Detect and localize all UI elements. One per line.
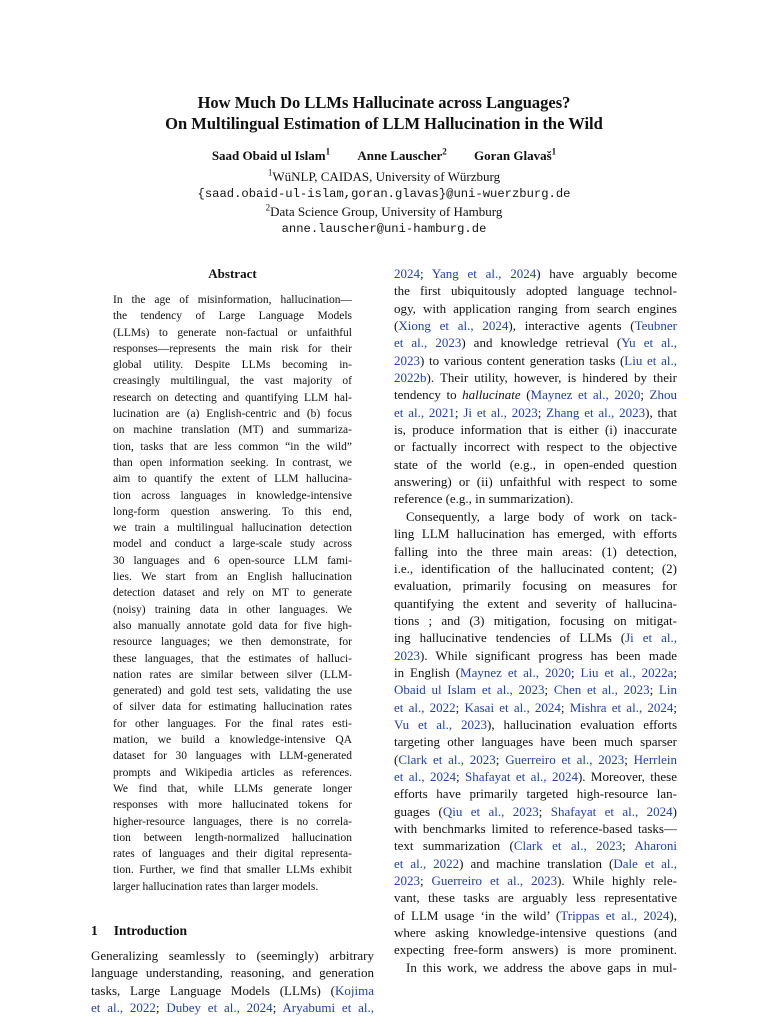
text-span: ) and knowledge retrieval ( xyxy=(461,335,622,351)
text-span: ; xyxy=(649,682,659,698)
text-line xyxy=(394,577,677,594)
text-span: quantifying the extent and severity of hallucina- xyxy=(394,595,677,611)
abstract-line: of silver data for estimating hallucination rates xyxy=(113,701,352,714)
text-span: ; xyxy=(455,699,465,715)
left-column xyxy=(91,266,374,1016)
text-span: ( xyxy=(394,751,399,767)
text-span: Consequently, a large body of work on tack- xyxy=(406,508,677,524)
abstract-line: (LLMs) to generate non-factual or unfaithful xyxy=(113,326,352,339)
citation-link[interactable]: et al., 2022 xyxy=(91,1000,156,1016)
text-span: ; xyxy=(570,664,581,680)
author-3: Goran Glavaš$^1$ xyxy=(474,146,557,163)
text-span: ; xyxy=(537,404,547,420)
text-line xyxy=(91,999,374,1016)
text-line xyxy=(394,560,677,577)
abstract-line: responses with more hallucinated tokens for xyxy=(113,799,352,812)
text-line xyxy=(394,959,677,976)
text-span: evaluation, primarily focusing on measures for xyxy=(394,578,677,594)
text-span: ). While significant progress has been made xyxy=(420,647,677,663)
abstract-line: also manually annotate gold data for five high- xyxy=(113,619,352,632)
author-2: Anne Lauscher$^2$ xyxy=(357,146,447,163)
citation-link[interactable]: Qiu et al., 2023 xyxy=(442,803,539,819)
text-span: Generalizing seamlessly to (seemingly) arbitrary xyxy=(91,947,374,963)
text-line xyxy=(394,282,677,299)
abstract-line: generated) and gold test sets, validating the use xyxy=(113,685,352,698)
text-span: ; xyxy=(673,699,677,715)
affiliation-2: $^2$Data Science Group, University of Hamburg xyxy=(265,202,503,219)
text-line xyxy=(394,612,677,629)
section-heading-introduction: 1 Introduction xyxy=(91,922,188,938)
text-line xyxy=(394,768,677,785)
text-line xyxy=(394,595,677,612)
citation-link[interactable]: Dale et al., xyxy=(613,855,677,871)
abstract-body xyxy=(113,292,352,895)
abstract-line: aim to quantify the extent of LLM hallucina- xyxy=(113,473,352,486)
abstract-line: long-form question answering. To this end, xyxy=(113,505,352,518)
citation-link[interactable]: Obaid ul Islam et al., 2023 xyxy=(394,682,545,698)
text-line xyxy=(394,369,677,386)
text-span: ( xyxy=(394,318,399,334)
text-span: ; xyxy=(456,768,466,784)
text-span: tions ; and (3) mitigation, focusing on mitigat- xyxy=(394,612,677,628)
text-line xyxy=(394,300,677,317)
abstract-line: responses—represents the main risk for their xyxy=(113,342,352,355)
text-line xyxy=(394,716,677,733)
abstract-line: (noisy) training data in other languages. We xyxy=(113,603,352,616)
text-line xyxy=(394,386,677,403)
abstract-line: on machine translation (MT) and summariza- xyxy=(113,424,352,437)
text-span: ling LLM hallucination has emerged, with efforts xyxy=(394,526,677,542)
abstract-line: global utility. Despite LLMs becoming in- xyxy=(113,359,352,372)
text-span: hallucinate xyxy=(462,387,521,403)
citation-link[interactable]: Xiong et al., 2024 xyxy=(398,318,509,334)
text-span: ( xyxy=(520,387,531,403)
citation-link[interactable]: Vu et al., 2023 xyxy=(394,716,488,732)
text-span: ; xyxy=(544,682,554,698)
email-1: {saad.obaid-ul-islam,goran.glavas}@uni-wuerzburg.de xyxy=(197,186,571,201)
abstract-line: model and conduct a large-scale study across xyxy=(113,538,352,551)
text-line xyxy=(394,334,677,351)
text-span: ). Their utility, however, is hindered by their xyxy=(426,370,677,386)
text-span: ing hallucinative tendencies of LLMs ( xyxy=(394,630,626,646)
citation-link[interactable]: Liu et al., 2022a xyxy=(580,664,674,680)
text-line xyxy=(394,907,677,924)
text-line xyxy=(394,543,677,560)
text-line xyxy=(394,456,677,473)
introduction-right-text xyxy=(394,265,677,976)
text-line xyxy=(394,681,677,698)
text-span: ; xyxy=(673,664,677,680)
citation-link[interactable]: Ji et al., 2023 xyxy=(463,404,538,420)
citation-link[interactable]: Kasai et al., 2024 xyxy=(464,699,561,715)
paper-title-line-2: On Multilingual Estimation of LLM Hallucination in the Wild xyxy=(165,114,603,133)
text-span: efforts have primarily targeted high-resource lan- xyxy=(394,786,677,802)
citation-link[interactable]: Clark et al., 2023 xyxy=(398,751,496,767)
citation-link[interactable]: 2023 xyxy=(394,873,420,889)
text-span: tendency to xyxy=(394,387,463,403)
text-line xyxy=(394,473,677,490)
text-span: language understanding, reasoning, and generation xyxy=(91,965,374,981)
abstract-line: In the age of misinformation, hallucination— xyxy=(113,294,352,306)
citation-link[interactable]: et al., 2022 xyxy=(394,699,456,715)
abstract-line: creasingly multilingual, the vast majority of xyxy=(113,375,352,388)
citation-link[interactable]: Aharoni xyxy=(634,838,677,854)
text-span: i.e., identification of the hallucinated content; (2) xyxy=(394,560,677,576)
text-span: ). Moreover, these xyxy=(577,768,677,784)
text-span: answering) or (ii) unfaithful with respect to some xyxy=(394,474,677,490)
text-line xyxy=(394,525,677,542)
abstract-line: higher-resource languages, there is no correla- xyxy=(113,815,352,828)
text-span: or factually incorrect with respect to the objective xyxy=(394,439,677,455)
text-line xyxy=(394,647,677,664)
citation-link[interactable]: Ji et al., xyxy=(625,630,677,646)
text-line xyxy=(394,352,677,369)
citation-link[interactable]: 2022b xyxy=(394,370,427,386)
text-line xyxy=(394,317,677,334)
citation-link[interactable]: Aryabumi et al., xyxy=(282,1000,374,1016)
text-span: ogy, with application ranging from search engines xyxy=(394,300,677,316)
paper-title-line-1: How Much Do LLMs Hallucinate across Languages? xyxy=(197,93,571,112)
text-span: ), interactive agents ( xyxy=(508,318,635,334)
text-span: targeting other languages have been much sparser xyxy=(394,734,677,750)
text-span: is, produce information that is either (i) inaccurate xyxy=(394,422,677,438)
text-line xyxy=(394,664,677,681)
text-span: ; xyxy=(420,266,432,281)
abstract-line: tion. Further, we find that smaller LLMs exhibit xyxy=(113,864,352,877)
citation-link[interactable]: et al., 2022 xyxy=(394,855,460,871)
citation-link[interactable]: Lin xyxy=(658,682,677,698)
abstract-line: larger hallucination rates than larger models. xyxy=(113,880,319,893)
citation-link[interactable]: Chen et al., 2023 xyxy=(553,682,650,698)
citation-link[interactable]: Dubey et al., 2024 xyxy=(166,1000,273,1016)
text-span: ), that xyxy=(645,404,677,420)
text-line xyxy=(91,964,374,981)
abstract-line: than open information seeking. In contrast, we xyxy=(113,456,352,469)
abstract-line: research on detecting and quantifying LLM hal- xyxy=(113,391,352,404)
text-line xyxy=(394,733,677,750)
abstract-line: dataset for 30 languages with LLM-generated xyxy=(113,750,352,763)
text-span: vant, these tasks are arguably less representative xyxy=(394,890,677,906)
abstract-line: mation, we build a knowledge-intensive QA xyxy=(113,734,352,747)
citation-link[interactable]: Shafayat et al., 2024 xyxy=(465,768,578,784)
abstract-line: these languages, that the estimates of halluci- xyxy=(113,652,352,665)
abstract-line: prompts and Wikipedia articles as references. xyxy=(113,766,352,779)
abstract-line: the tendency of Large Language Models xyxy=(113,310,352,323)
text-span: falling into the three main areas: (1) detection, xyxy=(394,543,677,559)
text-span: text summarization ( xyxy=(394,838,514,854)
text-span: guages ( xyxy=(394,803,443,819)
text-span: ), hallucination evaluation efforts xyxy=(487,716,677,732)
text-line xyxy=(394,837,677,854)
citation-link[interactable]: 2023 xyxy=(394,647,420,663)
text-span: of LLM usage ‘in the wild’ ( xyxy=(394,907,561,923)
citation-link[interactable]: Guerreiro et al., 2023 xyxy=(431,873,558,889)
text-span: with benchmarks limited to reference-based tasks— xyxy=(394,821,677,836)
text-line xyxy=(394,751,677,768)
text-line xyxy=(91,982,374,999)
citation-link[interactable]: Kojima xyxy=(335,982,374,998)
text-span: the first ubiquitously adopted language technol- xyxy=(394,283,677,299)
text-line xyxy=(394,629,677,646)
text-span: ) xyxy=(672,803,677,819)
text-line xyxy=(394,803,677,820)
introduction-left-text xyxy=(91,947,374,1016)
citation-link[interactable]: Shafayat et al., 2024 xyxy=(550,803,673,819)
text-line xyxy=(394,404,677,421)
citation-link[interactable]: et al., 2023 xyxy=(394,335,462,351)
abstract-line: We find that, while LLMs generate longer xyxy=(113,782,352,795)
text-span: tasks, Large Language Models (LLMs) ( xyxy=(91,982,335,998)
citation-link[interactable]: Yang et al., 2024 xyxy=(431,266,537,281)
citation-link[interactable]: Maynez et al., 2020 xyxy=(530,387,641,403)
abstract-line: tion between length-normalized hallucination xyxy=(113,831,352,844)
citation-link[interactable]: et al., 2021 xyxy=(394,404,455,420)
text-span: state of the world (e.g., in open-ended question xyxy=(394,456,677,472)
citation-link[interactable]: Clark et al., 2023 xyxy=(513,838,623,854)
abstract-line: 30 languages and 6 open-source LLM fami- xyxy=(113,554,352,567)
abstract-line: lucination are (a) English-centric and (b) focus xyxy=(113,408,352,421)
citation-link[interactable]: Liu et al., xyxy=(624,352,677,368)
citation-link[interactable]: Guerreiro et al., 2023 xyxy=(505,751,625,767)
citation-link[interactable]: 2024 xyxy=(394,266,420,281)
text-span: ) have arguably become xyxy=(536,266,677,281)
text-span: ; xyxy=(495,751,506,767)
citation-link[interactable]: Trippas et al., 2024 xyxy=(560,907,670,923)
text-line xyxy=(394,785,677,802)
abstract-line: tion across languages in knowledge-intensive xyxy=(113,489,352,502)
text-span: In this work, we address the above gaps in mul- xyxy=(406,959,677,975)
text-span: ; xyxy=(622,838,635,854)
text-span: in English ( xyxy=(394,664,461,680)
abstract-line: lies. We start from an English hallucination xyxy=(113,571,352,584)
text-span: ; xyxy=(538,803,551,819)
abstract-line: rates of languages and their digital representa- xyxy=(113,848,352,861)
right-column xyxy=(394,265,677,976)
citation-link[interactable]: Herrlein xyxy=(633,751,677,767)
text-span: ) and machine translation ( xyxy=(459,855,614,871)
affiliations xyxy=(0,168,768,238)
abstract-line: resource languages; we then demonstrate, for xyxy=(113,636,352,649)
text-line xyxy=(394,490,677,507)
text-span: ; xyxy=(420,873,432,889)
text-line xyxy=(394,421,677,438)
text-span: ; xyxy=(624,751,634,767)
text-line xyxy=(394,889,677,906)
text-span: ; xyxy=(272,1000,283,1016)
text-span: reference (e.g., in summarization). xyxy=(394,491,574,507)
citation-link[interactable]: Maynez et al., 2020 xyxy=(460,664,571,680)
text-span: ). While highly rele- xyxy=(557,873,677,889)
citation-link[interactable]: Mishra et al., 2024 xyxy=(569,699,674,715)
text-line xyxy=(91,947,374,964)
abstract-heading: Abstract xyxy=(208,266,257,281)
citation-link[interactable]: 2023 xyxy=(394,352,420,368)
text-span: ; xyxy=(454,404,464,420)
citation-link[interactable]: et al., 2024 xyxy=(394,768,457,784)
text-line xyxy=(394,872,677,889)
text-line xyxy=(394,941,677,958)
email-2: anne.lauscher@uni-hamburg.de xyxy=(281,221,487,236)
text-line xyxy=(394,265,677,282)
affiliation-1: $^1$WüNLP, CAIDAS, University of Würzburg xyxy=(267,167,501,184)
text-line xyxy=(394,699,677,716)
abstract-line: for other languages. For the final rates esti- xyxy=(113,717,352,730)
text-line xyxy=(394,855,677,872)
text-line xyxy=(394,924,677,941)
text-span: where asking knowledge-intensive questions (and xyxy=(394,925,677,941)
text-line xyxy=(394,508,677,525)
citation-link[interactable]: Zhang et al., 2023 xyxy=(546,404,646,420)
text-span: expecting free-form answers) is more prominent. xyxy=(394,942,677,958)
text-span: ), xyxy=(669,907,677,923)
abstract-line: we train a multilingual hallucination detection xyxy=(113,522,352,535)
author-list xyxy=(0,148,768,164)
abstract-line: nation rates are similar between silver (LLM- xyxy=(113,668,352,681)
abstract-line: tion, tasks that are less common “in the wild” xyxy=(113,440,352,453)
text-line xyxy=(394,438,677,455)
text-span: ; xyxy=(560,699,570,715)
abstract-line: detection dataset and rely on MT to generate xyxy=(113,587,352,600)
citation-link[interactable]: Yu et al., xyxy=(621,335,677,351)
title-block xyxy=(0,92,768,238)
author-1: Saad Obaid ul Islam$^1$ xyxy=(211,146,331,163)
text-line xyxy=(394,820,677,837)
text-span: ) to various content generation tasks ( xyxy=(420,352,625,368)
text-span: ; xyxy=(640,387,650,403)
text-span: ; xyxy=(155,1000,167,1016)
citation-link[interactable]: Teubner xyxy=(634,318,677,334)
citation-link[interactable]: Zhou xyxy=(649,387,677,403)
